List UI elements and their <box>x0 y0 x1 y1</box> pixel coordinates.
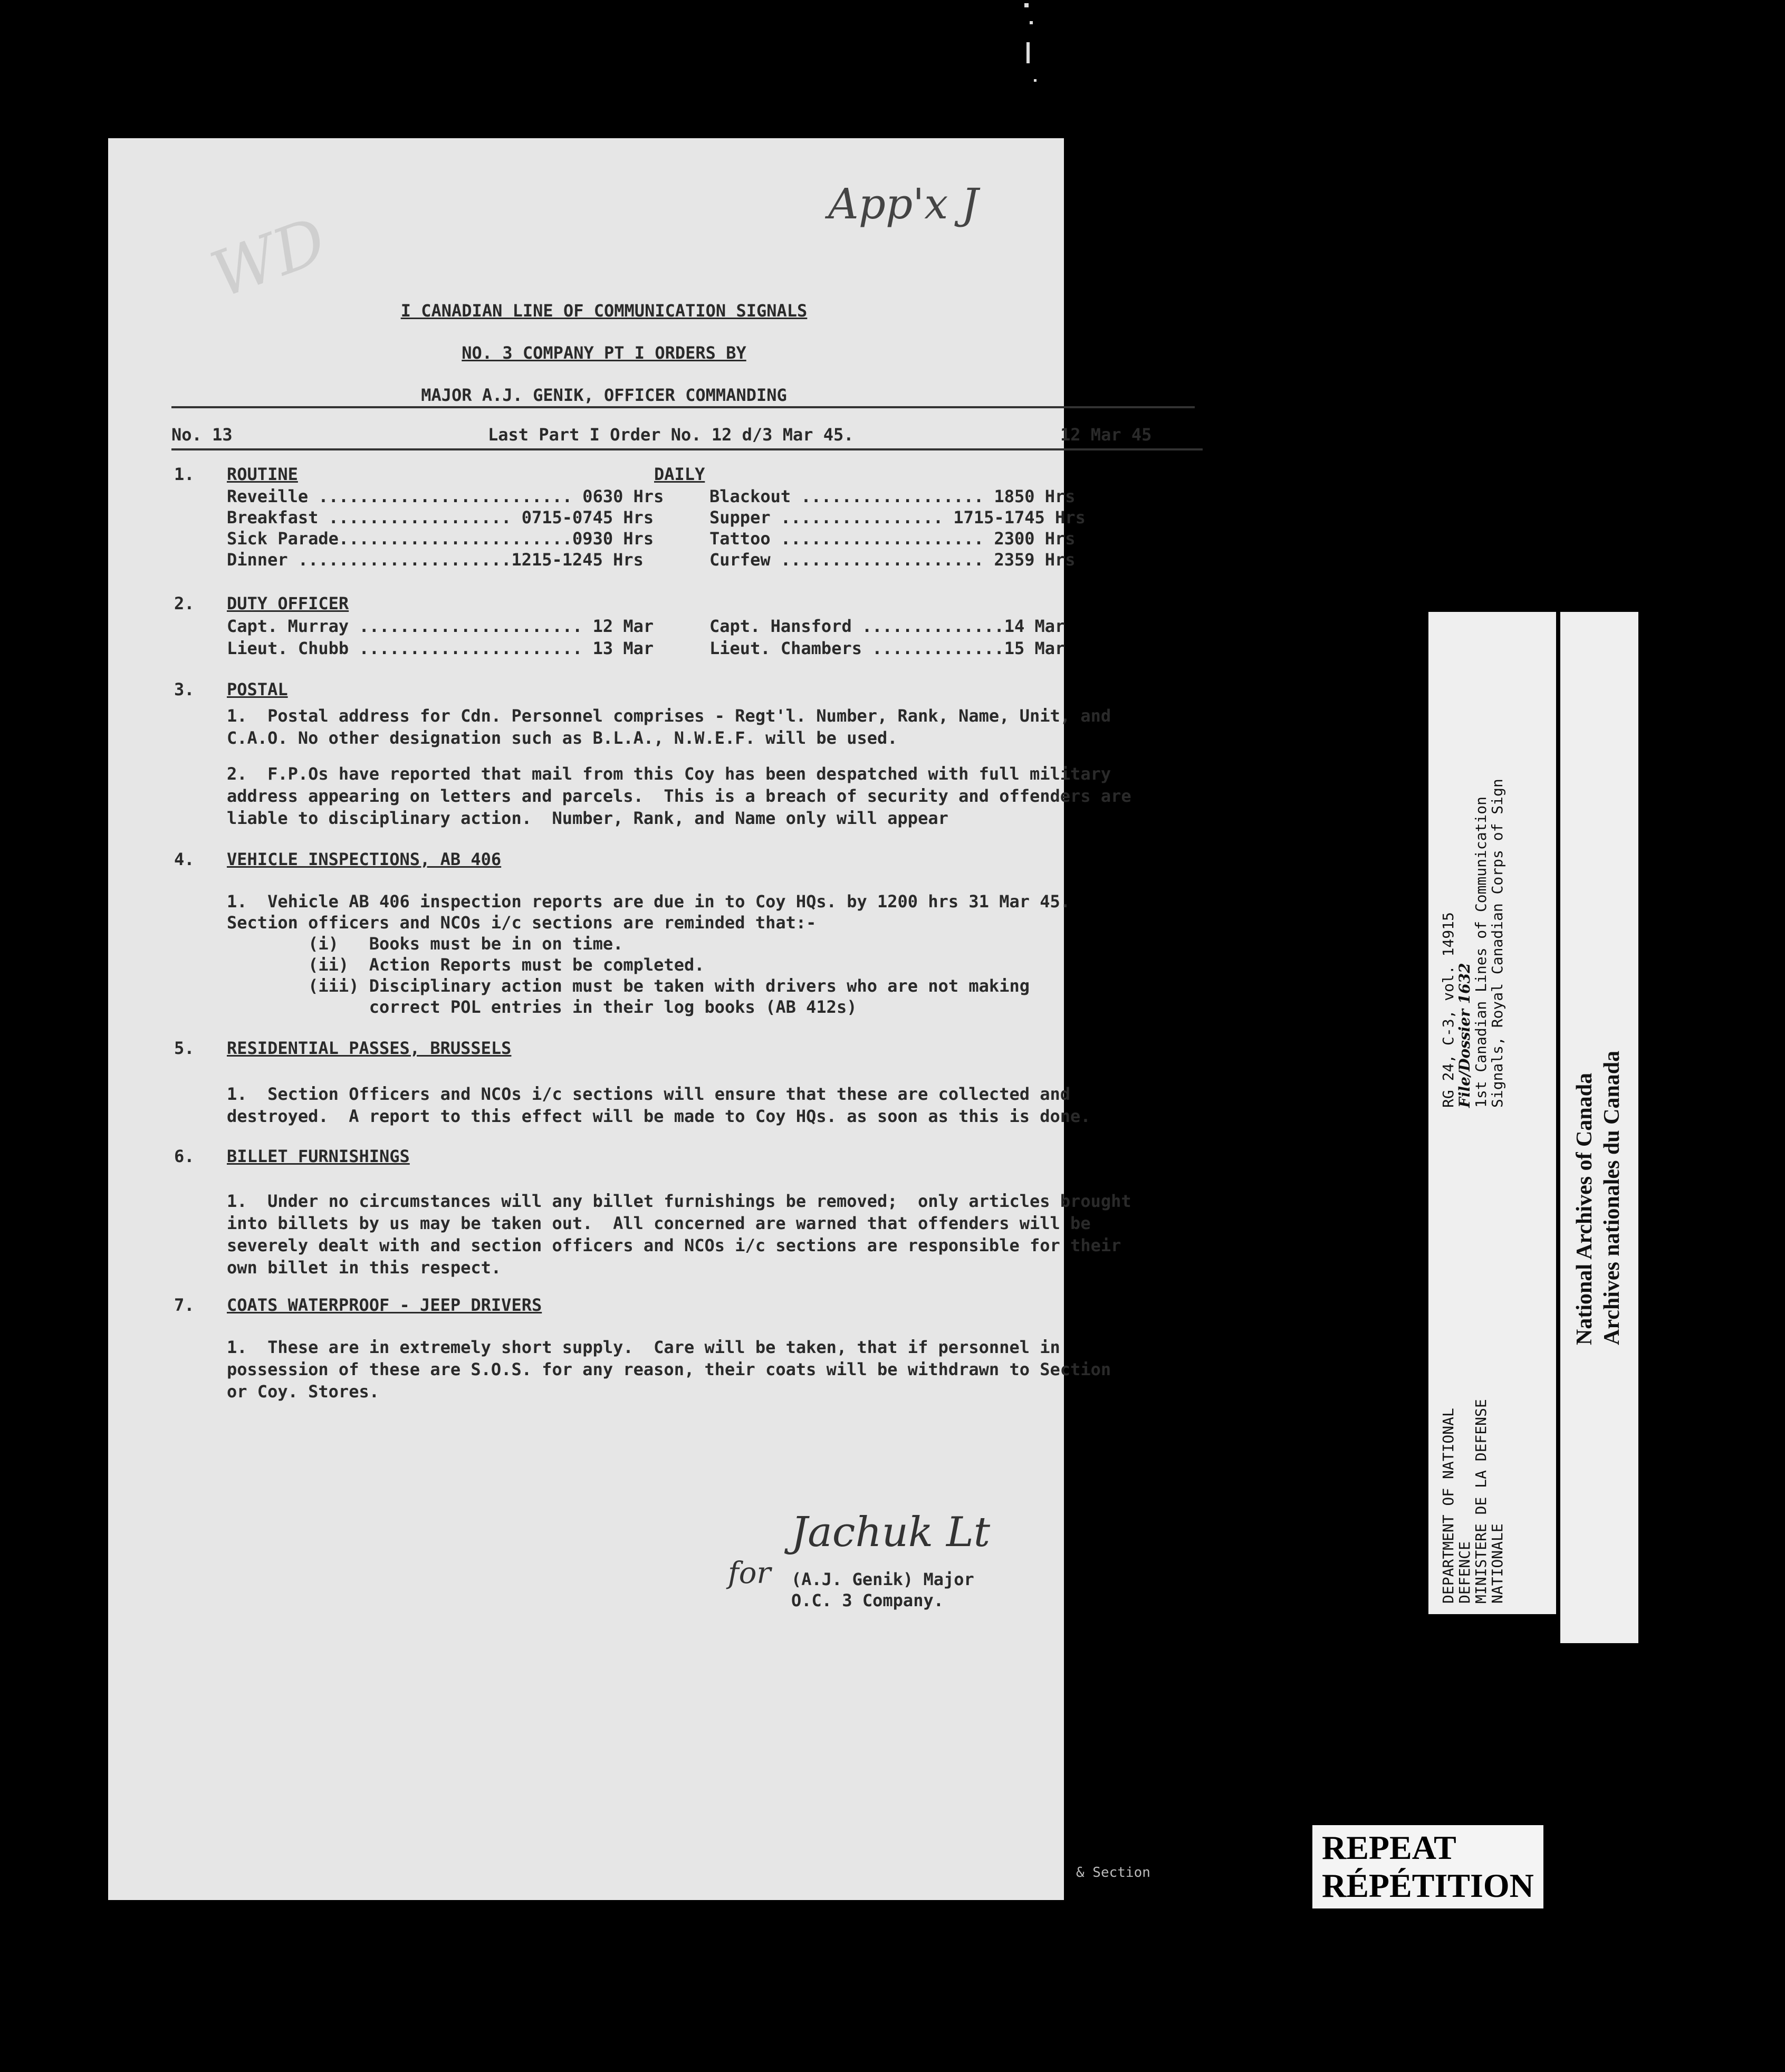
body-line: own billet in this respect. <box>227 1258 502 1278</box>
body-line: 1. Postal address for Cdn. Personnel comprises - Regt'l. Number, Rank, Name, Unit, and <box>227 706 1111 726</box>
body-line: possession of these are S.O.S. for any reason, their coats will be withdrawn to Section <box>227 1359 1111 1379</box>
order-rule <box>171 448 1203 450</box>
routine-left: Reveille ......................... 0630 Hrs <box>227 486 664 506</box>
faint-footer: & Section <box>1076 1865 1150 1881</box>
header-rule <box>171 406 1195 408</box>
body-line: address appearing on letters and parcels. This is a breach of security and offenders are <box>227 786 1131 806</box>
label-right-line: 1st Canadian Lines of Communication <box>1472 796 1490 1108</box>
routine-right: Blackout .................. 1850 Hrs <box>709 486 1076 506</box>
body-line: (ii) Action Reports must be completed. <box>227 955 705 975</box>
routine-right: Supper ................ 1715-1745 Hrs <box>709 507 1086 527</box>
section-number: 1. <box>174 464 195 484</box>
commander-heading: MAJOR A.J. GENIK, OFFICER COMMANDING <box>421 385 787 405</box>
section-title: ROUTINE <box>227 464 298 484</box>
section-number: 2. <box>174 593 195 613</box>
orders-heading: NO. 3 COMPANY PT I ORDERS BY <box>462 343 746 363</box>
body-line: correct POL entries in their log books (AB 412s) <box>227 997 857 1017</box>
signatory-name: (A.J. Genik) Major <box>791 1569 974 1589</box>
label-right-line: File/Dossier 1632 <box>1456 963 1473 1108</box>
body-line: 1. Under no circumstances will any billet furnishings be removed; only articles brought <box>227 1191 1131 1211</box>
body-line: 1. Section Officers and NCOs i/c sections will ensure that these are collected and <box>227 1084 1071 1104</box>
section-title: VEHICLE INSPECTIONS, AB 406 <box>227 849 502 869</box>
film-mark <box>1034 79 1037 82</box>
margin-annotation: WD <box>201 204 336 313</box>
body-line: 1. Vehicle AB 406 inspection reports are due in to Coy HQs. by 1200 hrs 31 Mar 45. <box>227 891 1071 912</box>
repeat-stamp <box>1312 1825 1543 1908</box>
section-number: 7. <box>174 1295 195 1315</box>
routine-left: Sick Parade.......................0930 Hrs <box>227 529 654 549</box>
last-order: Last Part I Order No. 12 d/3 Mar 45. <box>488 425 854 445</box>
signatory-title: O.C. 3 Company. <box>791 1590 944 1610</box>
body-line: severely dealt with and section officers and NCOs i/c sections are responsible for their <box>227 1235 1121 1255</box>
repeat-label: REPEAT <box>1322 1829 1456 1866</box>
body-line: 1. These are in extremely short supply. Care will be taken, that if personnel in <box>227 1337 1060 1357</box>
appendix-annotation: App'x J <box>828 179 978 228</box>
section-title: COATS WATERPROOF - JEEP DRIVERS <box>227 1295 542 1315</box>
section-number: 6. <box>174 1146 195 1166</box>
duty-right: Capt. Hansford ..............14 Mar <box>709 616 1066 636</box>
routine-right: Curfew .................... 2359 Hrs <box>709 550 1076 570</box>
body-line: 2. F.P.Os have reported that mail from this Coy has been despatched with full military <box>227 764 1111 784</box>
routine-right: Tattoo .................... 2300 Hrs <box>709 529 1076 549</box>
section-number: 5. <box>174 1038 195 1058</box>
section-number: 4. <box>174 849 195 869</box>
order-number: No. 13 <box>171 425 233 445</box>
label-left-line: DEPARTMENT OF NATIONAL <box>1439 1408 1457 1604</box>
body-line: (i) Books must be in on time. <box>227 934 623 954</box>
routine-left: Breakfast .................. 0715-0745 Hrs <box>227 507 654 527</box>
body-line: Section officers and NCOs i/c sections are reminded that:- <box>227 913 817 933</box>
signature-for: for <box>728 1556 771 1590</box>
section-title: BILLET FURNISHINGS <box>227 1146 410 1166</box>
archive-name-en: National Archives of Canada <box>1572 1072 1597 1345</box>
section-title: DUTY OFFICER <box>227 593 349 613</box>
duty-right: Lieut. Chambers .............15 Mar <box>709 638 1066 658</box>
label-left-line: DEFENCE <box>1456 1541 1473 1604</box>
section-number: 3. <box>174 679 195 699</box>
duty-left: Capt. Murray ...................... 12 Mar <box>227 616 654 636</box>
archive-name-strip <box>1560 612 1638 1643</box>
body-line: destroyed. A report to this effect will be made to Coy HQs. as soon as this is done. <box>227 1106 1091 1126</box>
label-right-line: Signals, Royal Canadian Corps of Sign <box>1489 779 1506 1108</box>
film-mark <box>1030 21 1033 24</box>
body-line: (iii) Disciplinary action must be taken with drivers who are not making <box>227 976 1030 996</box>
archive-label <box>1428 612 1556 1614</box>
section-title: POSTAL <box>227 679 288 699</box>
daily-label: DAILY <box>654 464 705 484</box>
routine-left: Dinner .....................1215-1245 Hrs <box>227 550 644 570</box>
unit-heading: I CANADIAN LINE OF COMMUNICATION SIGNALS <box>400 301 808 321</box>
handwritten-signature: Jachuk Lt <box>791 1509 991 1556</box>
repetition-label: RÉPÉTITION <box>1322 1867 1534 1904</box>
body-line: or Coy. Stores. <box>227 1382 379 1402</box>
section-title: RESIDENTIAL PASSES, BRUSSELS <box>227 1038 512 1058</box>
film-mark <box>1024 3 1029 7</box>
label-left-line: MINISTERE DE LA DEFENSE <box>1472 1399 1490 1604</box>
archive-name-fr: Archives nationales du Canada <box>1600 1050 1624 1345</box>
body-line: liable to disciplinary action. Number, Rank, and Name only will appear <box>227 808 948 828</box>
label-right-line: RG 24, C-3, vol. 14915 <box>1439 912 1457 1108</box>
body-line: into billets by us may be taken out. All concerned are warned that offenders will be <box>227 1213 1091 1233</box>
order-date: 12 Mar 45 <box>1060 425 1152 445</box>
body-line: C.A.O. No other designation such as B.L.A., N.W.E.F. will be used. <box>227 728 898 748</box>
duty-left: Lieut. Chubb ...................... 13 Mar <box>227 638 654 658</box>
film-mark <box>1026 42 1030 63</box>
label-left-line: NATIONALE <box>1489 1523 1506 1604</box>
